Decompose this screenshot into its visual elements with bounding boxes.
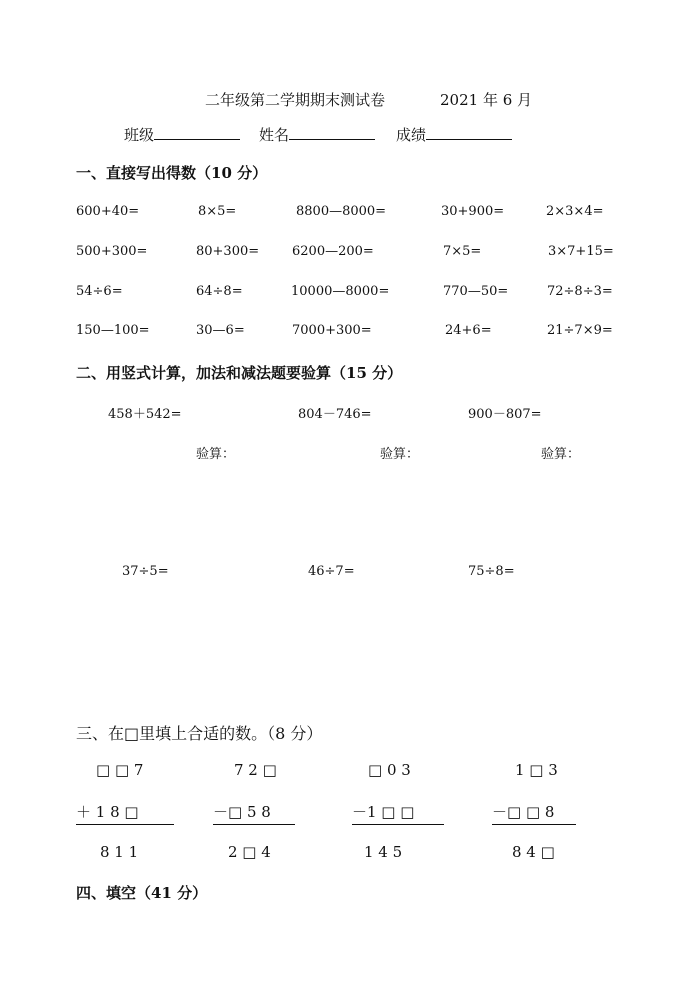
s1-item: 30—6=	[196, 323, 245, 338]
puzzle-top: □ □ 7	[96, 761, 144, 779]
puzzle-top: 1 □ 3	[515, 761, 558, 779]
name-blank[interactable]	[289, 125, 375, 140]
exam-title: 二年级第二学期期末测试卷	[205, 91, 386, 109]
class-field[interactable]	[124, 124, 240, 145]
name-field[interactable]	[259, 124, 375, 145]
s1-item: 80+300=	[196, 244, 260, 259]
s2-division: 37÷5=	[122, 564, 169, 579]
puzzle-bottom: 8 4 □	[512, 843, 555, 861]
puzzle-top: 7 2 □	[234, 761, 277, 779]
s1-item: 64÷8=	[196, 284, 243, 299]
s1-item: 21÷7×9=	[547, 323, 613, 338]
s1-item: 7×5=	[443, 244, 482, 259]
s1-item: 10000—8000=	[291, 284, 390, 299]
s2-problem: 900－807=	[468, 407, 542, 422]
check-label: 验算：	[196, 447, 236, 462]
name-label: 姓名	[259, 126, 290, 144]
section3-heading: 三、在□里填上合适的数。（8 分）	[76, 724, 323, 743]
puzzle-top: □ 0 3	[368, 761, 411, 779]
s2-problem: 804－746=	[298, 407, 372, 422]
section4-heading: 四、填空（41 分）	[76, 884, 208, 902]
s1-item: 600+40=	[76, 204, 140, 219]
s1-item: 500+300=	[76, 244, 148, 259]
section2-heading: 二、用竖式计算，加法和减法题要验算（15 分）	[76, 364, 403, 382]
puzzle-mid: －1 □ □	[352, 801, 444, 825]
section1-heading: 一、直接写出得数（10 分）	[76, 164, 268, 182]
s2-division: 46÷7=	[308, 564, 355, 579]
s1-item: 8800—8000=	[296, 204, 387, 219]
s1-item: 6200—200=	[292, 244, 374, 259]
exam-date: 2021 年 6 月	[440, 91, 533, 109]
class-blank[interactable]	[154, 125, 240, 140]
puzzle-bottom: 2 □ 4	[228, 843, 271, 861]
s1-item: 24+6=	[445, 323, 492, 338]
puzzle-mid: －□ 5 8	[213, 801, 295, 825]
check-label: 验算：	[380, 447, 420, 462]
s2-problem: 458＋542=	[108, 407, 182, 422]
score-field[interactable]	[396, 124, 512, 145]
s1-item: 2×3×4=	[546, 204, 604, 219]
puzzle-mid: －□ □ 8	[492, 801, 576, 825]
s1-item: 72÷8÷3=	[547, 284, 613, 299]
class-label: 班级	[124, 126, 155, 144]
s1-item: 8×5=	[198, 204, 237, 219]
s1-item: 30+900=	[441, 204, 505, 219]
check-label: 验算：	[541, 447, 581, 462]
puzzle-bottom: 1 4 5	[364, 843, 403, 861]
puzzle-mid: ＋ 1 8 □	[76, 801, 174, 825]
puzzle-bottom: 8 1 1	[100, 843, 139, 861]
score-blank[interactable]	[426, 125, 512, 140]
s1-item: 54÷6=	[76, 284, 123, 299]
s1-item: 150—100=	[76, 323, 150, 338]
score-label: 成绩	[396, 126, 427, 144]
s1-item: 3×7+15=	[548, 244, 614, 259]
s1-item: 770—50=	[443, 284, 509, 299]
s1-item: 7000+300=	[292, 323, 372, 338]
s2-division: 75÷8=	[468, 564, 515, 579]
